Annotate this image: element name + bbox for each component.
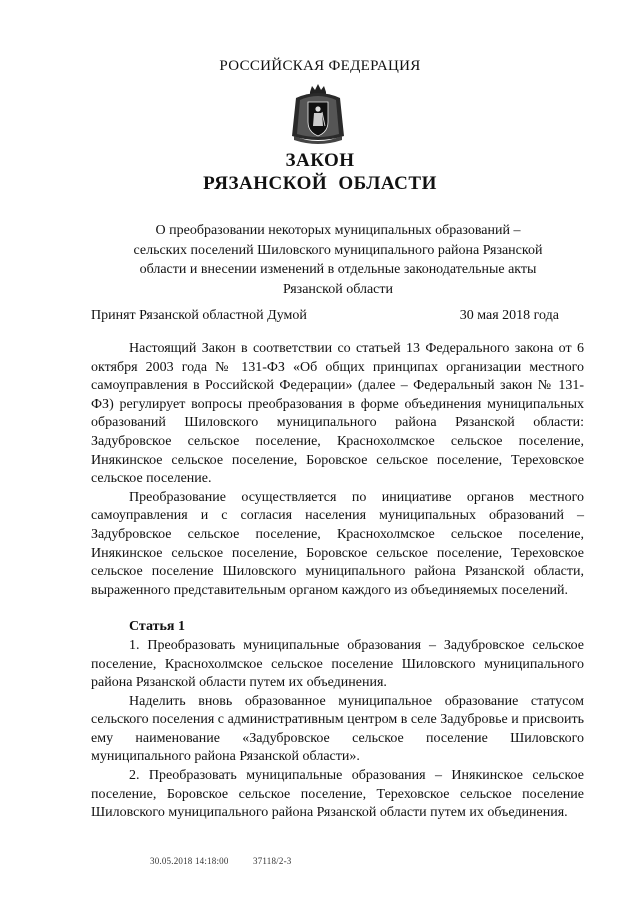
footer-stamp — [150, 856, 291, 866]
subject-line: Рязанской области — [282, 281, 394, 297]
ryazan-coat-of-arms-icon — [286, 82, 350, 148]
law-subject — [88, 221, 588, 299]
subject-line: сельских поселений Шиловского муниципального района Рязанской — [133, 242, 543, 258]
article-title: Статья 1 — [129, 619, 185, 635]
article-paragraph: 2. Преобразовать муниципальные образования – Инякинское сельское поселение, Боровское сельское поселение, Тереховское сельское поселение Шиловского муниципального района Рязанской области путем их объединения. — [91, 768, 584, 821]
body-paragraph: Настоящий Закон в соответствии со статьей 13 Федерального закона от 6 октября 2003 года № 131-ФЗ «Об общих принципах организации местного самоуправления в Российской Федерации» (далее – Федеральный закон № 131-ФЗ) регулирует вопросы преобразования в форме объединения муниципальных образований Шиловского муниципального района Рязанской области: Задубровское сельское поселение, Краснохолмское сельское поселение, Инякинское сельское поселение, Боровское сельское поселение, Тереховское сельское поселение. — [91, 341, 584, 487]
adopted-by: Принят Рязанской областной Думой — [91, 308, 307, 323]
subject-line: области и внесении изменений в отдельные законодательные акты — [139, 262, 537, 277]
footer-timestamp: 30.05.2018 14:18:00 — [150, 856, 229, 866]
law-title-line1: ЗАКОН — [285, 150, 355, 171]
law-title-line2: РЯЗАНСКОЙ ОБЛАСТИ — [203, 173, 437, 194]
law-body — [91, 340, 584, 823]
footer-doc-code: 37118/2-3 — [253, 856, 292, 866]
body-paragraph: Преобразование осуществляется по инициативе органов местного самоуправления и с согласия населения муниципальных образований – Задубровское сельское поселение, Краснохолмское сельское поселение, Инякинское сельское поселение, Боровское сельское поселение, Тереховское сельское поселение Шиловского муниципального района Рязанской области, выраженного представительным органом каждого из объединяемых поселений. — [91, 489, 584, 598]
adoption-date: 30 мая 2018 года — [459, 308, 559, 323]
subject-line: О преобразовании некоторых муниципальных образований – — [155, 223, 521, 238]
article-paragraph: Наделить вновь образованное муниципальное образование статусом сельского поселения с административным центром в селе Задубровье и присвоить ему наименование «Задубровское сельское поселение Шиловского муниципального района Рязанской области». — [91, 693, 584, 765]
country-heading: РОССИЙСКАЯ ФЕДЕРАЦИЯ — [219, 58, 421, 74]
article-paragraph: 1. Преобразовать муниципальные образования – Задубровское сельское поселение, Краснохолмское сельское поселение Шиловского муниципального района Рязанской области путем их объединения. — [91, 637, 584, 691]
